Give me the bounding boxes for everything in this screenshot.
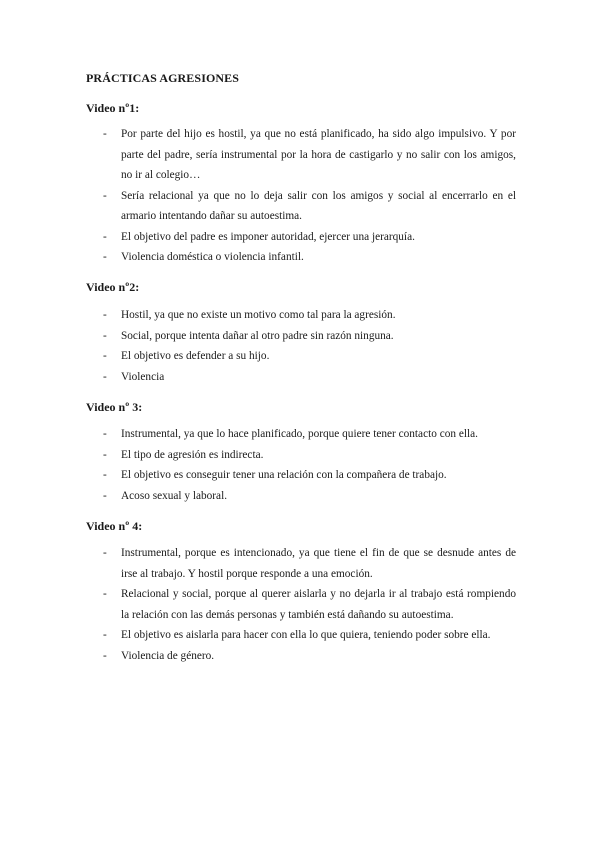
list-item-text: El objetivo del padre es imponer autoridad, ejercer una jerarquía. bbox=[121, 230, 415, 243]
section-heading-video-2: Video nº2: bbox=[86, 280, 140, 294]
list-item-text: Instrumental, porque es intencionado, ya que tiene el fin de que se desnude antes de irse al trabajo. Y hostil porque responde a una emoción. bbox=[121, 547, 516, 580]
list-item-text: Violencia de género. bbox=[121, 649, 215, 662]
list-item bbox=[86, 543, 516, 584]
list-item-text: Violencia doméstica o violencia infantil. bbox=[121, 251, 304, 263]
bullet-dash: - bbox=[103, 448, 107, 461]
bullet-dash: - bbox=[103, 629, 107, 641]
bullet-dash: - bbox=[103, 230, 107, 243]
list-item bbox=[86, 326, 516, 347]
list-item bbox=[86, 584, 516, 625]
list-item-text: El tipo de agresión es indirecta. bbox=[121, 448, 264, 461]
bullet-dash: - bbox=[103, 469, 107, 481]
section-heading-video-4: Video nº 4: bbox=[86, 519, 143, 533]
section-list-video-2 bbox=[86, 305, 516, 387]
list-item bbox=[86, 247, 516, 268]
bullet-dash: - bbox=[103, 309, 107, 321]
list-item bbox=[86, 445, 516, 466]
bullet-dash: - bbox=[103, 428, 107, 440]
list-item bbox=[86, 424, 516, 445]
list-item bbox=[86, 367, 516, 388]
bullet-dash: - bbox=[103, 588, 107, 600]
bullet-dash: - bbox=[103, 547, 107, 559]
list-item-text: El objetivo es aislarla para hacer con ella lo que quiera, teniendo poder sobre ella. bbox=[121, 629, 491, 641]
list-item-text: El objetivo es conseguir tener una relación con la compañera de trabajo. bbox=[121, 469, 447, 481]
bullet-dash: - bbox=[103, 128, 107, 140]
list-item-text: Sería relacional ya que no lo deja salir con los amigos y social al encerrarlo en el armario intentando dañar su autoestima. bbox=[121, 189, 516, 222]
bullet-dash: - bbox=[103, 329, 107, 342]
bullet-dash: - bbox=[103, 350, 107, 362]
list-item bbox=[86, 346, 516, 367]
list-item bbox=[86, 486, 516, 507]
section-heading-video-1: Video nº1: bbox=[86, 101, 140, 115]
bullet-dash: - bbox=[103, 489, 107, 502]
list-item-text: Violencia bbox=[121, 370, 165, 383]
list-item-text: Social, porque intenta dañar al otro padre sin razón ninguna. bbox=[121, 329, 394, 342]
list-item bbox=[86, 625, 516, 646]
section-heading-video-3: Video nº 3: bbox=[86, 400, 143, 414]
list-item bbox=[86, 305, 516, 326]
list-item-text: Instrumental, ya que lo hace planificado, porque quiere tener contacto con ella. bbox=[121, 428, 478, 440]
list-item bbox=[86, 124, 516, 186]
list-item-text: Acoso sexual y laboral. bbox=[121, 489, 228, 502]
section-list-video-3 bbox=[86, 424, 516, 506]
document-title: PRÁCTICAS AGRESIONES bbox=[86, 71, 240, 85]
list-item bbox=[86, 646, 516, 667]
list-item-text: Relacional y social, porque al querer aislarla y no dejarla ir al trabajo está rompiendo la relación con las demás personas y también está dañando su autoestima. bbox=[121, 588, 516, 621]
section-list-video-4 bbox=[86, 543, 516, 666]
section-list-video-1 bbox=[86, 124, 516, 268]
list-item bbox=[86, 186, 516, 227]
bullet-dash: - bbox=[103, 649, 107, 662]
bullet-dash: - bbox=[103, 189, 107, 202]
bullet-dash: - bbox=[103, 370, 107, 383]
list-item-text: Por parte del hijo es hostil, ya que no está planificado, ha sido algo impulsivo. Y por parte del padre, sería instrumental por la hora de castigarlo y no salir con los amigos, no ir al colegio… bbox=[121, 128, 516, 181]
list-item-text: Hostil, ya que no existe un motivo como tal para la agresión. bbox=[121, 309, 396, 321]
list-item-text: El objetivo es defender a su hijo. bbox=[121, 350, 270, 362]
list-item bbox=[86, 227, 516, 248]
bullet-dash: - bbox=[103, 251, 107, 263]
list-item bbox=[86, 465, 516, 486]
